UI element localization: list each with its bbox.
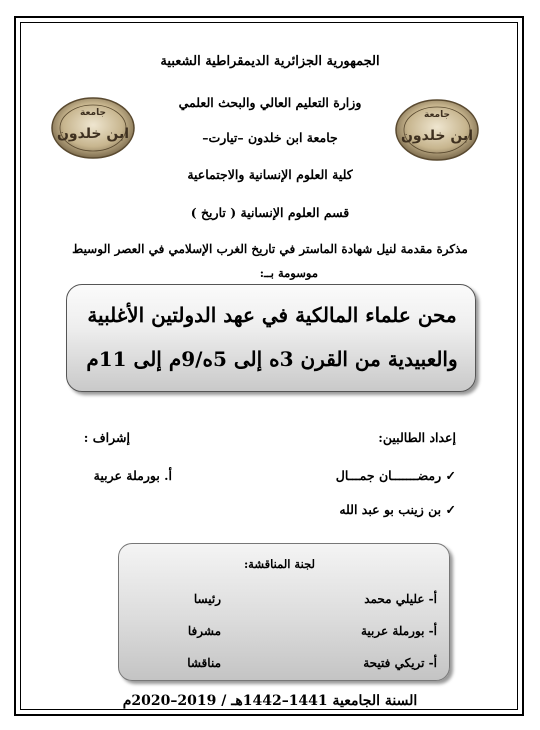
committee-member-name: أ- تريكي فتيحة	[363, 656, 437, 670]
department-name: قسم العلوم الإنسانية ( تاريخ )	[190, 205, 350, 220]
student-name-text: رمضـــــــان جمـــال	[335, 468, 442, 483]
academic-year: السنة الجامعية 1441–1442هـ / 2019–2020م	[122, 693, 418, 709]
student-name-1	[336, 468, 456, 483]
supervisor-label: إشراف :	[83, 430, 130, 445]
committee-member-name: أ- بورملة عربية	[360, 624, 437, 638]
tagged-label: موسومة بــ:	[259, 266, 318, 280]
committee-box	[118, 543, 450, 681]
memo-line: مذكرة مقدمة لنيل شهادة الماستر في تاريخ الغرب الإسلامي في العصر الوسيط	[72, 242, 468, 256]
committee-member-row	[119, 656, 451, 674]
university-name: جامعة ابن خلدون –تيارت–	[202, 130, 338, 145]
committee-member-role: مناقشا	[187, 656, 221, 670]
republic-name: الجمهورية الجزائرية الديمقراطية الشعبية	[160, 54, 380, 69]
thesis-title-line-2: والعبيدية من القرن 3ه إلى 5ه/9م إلى 11م	[86, 347, 458, 371]
logo-ring-text: جامعة	[424, 110, 450, 120]
committee-member-role: رئيسا	[193, 592, 221, 606]
committee-member-role: مشرفا	[187, 624, 221, 638]
student-name-2	[339, 502, 456, 517]
thesis-title-line-1: محن علماء المالكية في عهد الدولتين الأغلبية	[87, 303, 457, 327]
logo-center-text: ابن خلدون	[400, 128, 474, 144]
student-name-text: بن زينب بو عبد الله	[339, 502, 442, 517]
students-label: إعداد الطالبين:	[378, 430, 456, 445]
committee-title: لجنة المناقشة:	[243, 557, 315, 571]
logo-ring-text: جامعة	[80, 108, 106, 118]
ministry-name: وزارة التعليم العالي والبحث العلمي	[178, 95, 362, 110]
check-icon: ✓	[445, 468, 456, 483]
committee-member-name: أ- عليلي محمد	[364, 592, 437, 606]
faculty-name: كلية العلوم الإنسانية والاجتماعية	[187, 167, 353, 182]
committee-member-row	[119, 592, 451, 610]
committee-member-row	[119, 624, 451, 642]
logo-center-text: ابن خلدون	[56, 126, 130, 142]
check-icon: ✓	[445, 502, 456, 517]
supervisor-name: أ. بورملة عربية	[93, 468, 172, 483]
thesis-title-box	[66, 284, 476, 392]
